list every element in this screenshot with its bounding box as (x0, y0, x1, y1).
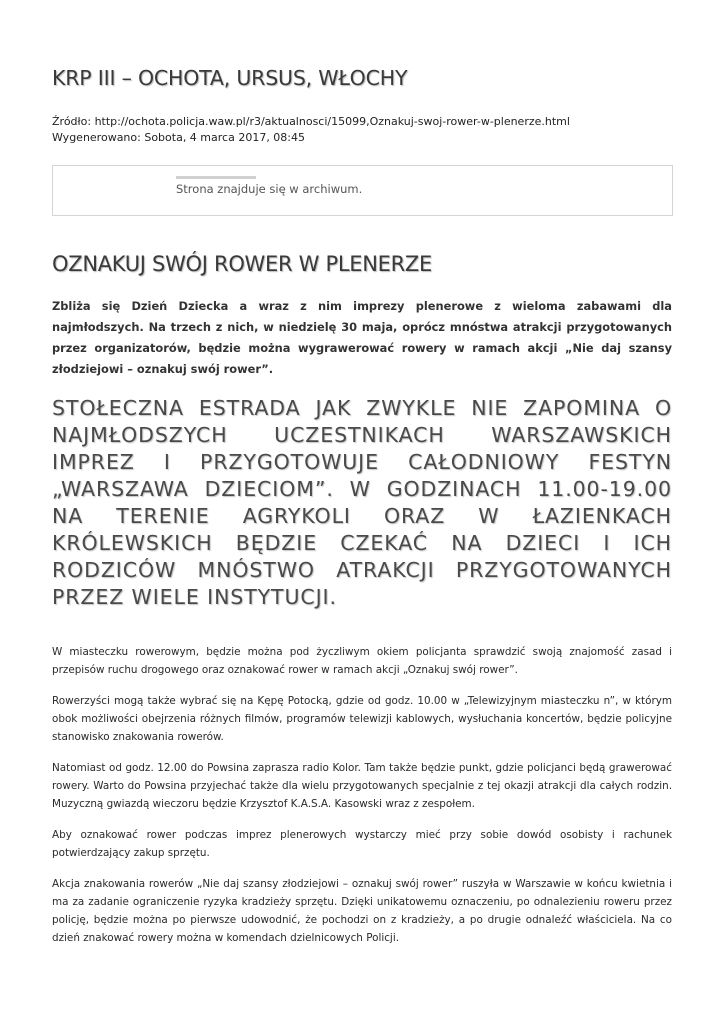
body-paragraph: Rowerzyści mogą także wybrać się na Kępę Potocką, gdzie od godz. 10.00 w „Telewizyjnym miasteczku n”, w którym obok możliwości obejrzenia różnych filmów, programów telewizji kablowych, wysłuchania koncertów, będzie policyjne stanowisko znakowania rowerów. (52, 695, 672, 743)
article-big-heading: STOŁECZNA ESTRADA JAK ZWYKLE NIE ZAPOMINA O NAJMŁODSZYCH UCZESTNIKACH WARSZAWSKICH IMPREZ I PRZYGOTOWUJE CAŁODNIOWY FESTYN „WARSZAWA DZIECIOM”. W GODZINACH 11.00-19.00 NA TERENIE AGRYKOLI ORAZ W ŁAZIENKACH KRÓLEWSKICH BĘDZIE CZEKAĆ NA DZIECI I ICH RODZICÓW MNÓSTWO ATRAKCJI PRZYGOTOWANYCH PRZEZ WIELE INSTYTUCJI. (52, 396, 672, 609)
source-line: Źródło: http://ochota.policja.waw.pl/r3/aktualnosci/15099,Oznakuj-swoj-rower-w-plenerze.html (52, 115, 570, 128)
archive-notice (52, 165, 673, 216)
article-lead: Zbliża się Dzień Dziecka a wraz z nim imprezy plenerowe z wieloma zabawami dla najmłodszych. Na trzech z nich, w niedzielę 30 maja, oprócz mnóstwa atrakcji przygotowanych przez organizatorów, będzie można wygrawerować rowery w ramach akcji „Nie daj szansy złodziejowi – oznakuj swój rower”. (52, 299, 672, 376)
generated-line: Wygenerowano: Sobota, 4 marca 2017, 08:45 (52, 130, 306, 144)
site-title: KRP III – OCHOTA, URSUS, WŁOCHY (52, 66, 408, 90)
document-meta (52, 114, 570, 145)
article-body (52, 643, 672, 960)
body-paragraph: Aby oznakować rower podczas imprez plenerowych wystarczy mieć przy sobie dowód osobisty i rachunek potwierdzający zakup sprzętu. (52, 829, 672, 859)
article-title: OZNAKUJ SWÓJ ROWER W PLENERZE (52, 252, 432, 276)
body-paragraph: Natomiast od godz. 12.00 do Powsina zaprasza radio Kolor. Tam także będzie punkt, gdzie policjanci będą grawerować rowery. Warto do Powsina przyjechać także dla wielu przygotowanych specjalnie z tej okazji atrakcji dla całych rodzin. Muzyczną gwiazdą wieczoru będzie Krzysztof K.A.S.A. Kasowski wraz z zespołem. (52, 762, 672, 810)
archive-notice-text: Strona znajduje się w archiwum. (176, 182, 363, 196)
archive-notice-bar (176, 176, 256, 179)
body-paragraph: Akcja znakowania rowerów „Nie daj szansy złodziejowi – oznakuj swój rower” ruszyła w Warszawie w końcu kwietnia i ma za zadanie ograniczenie ryzyka kradzieży sprzętu. Dzięki unikatowemu oznaczeniu, po odnalezieniu roweru przez policję, będzie można po pierwsze udowodnić, że pochodzi on z kradzieży, a po drugie odnaleźć właściciela. Na co dzień znakować rowery można w komendach dzielnicowych Policji. (52, 878, 672, 944)
body-paragraph: W miasteczku rowerowym, będzie można pod życzliwym okiem policjanta sprawdzić swoją znajomość zasad i przepisów ruchu drogowego oraz oznakować rower w ramach akcji „Oznakuj swój rower”. (52, 646, 672, 676)
